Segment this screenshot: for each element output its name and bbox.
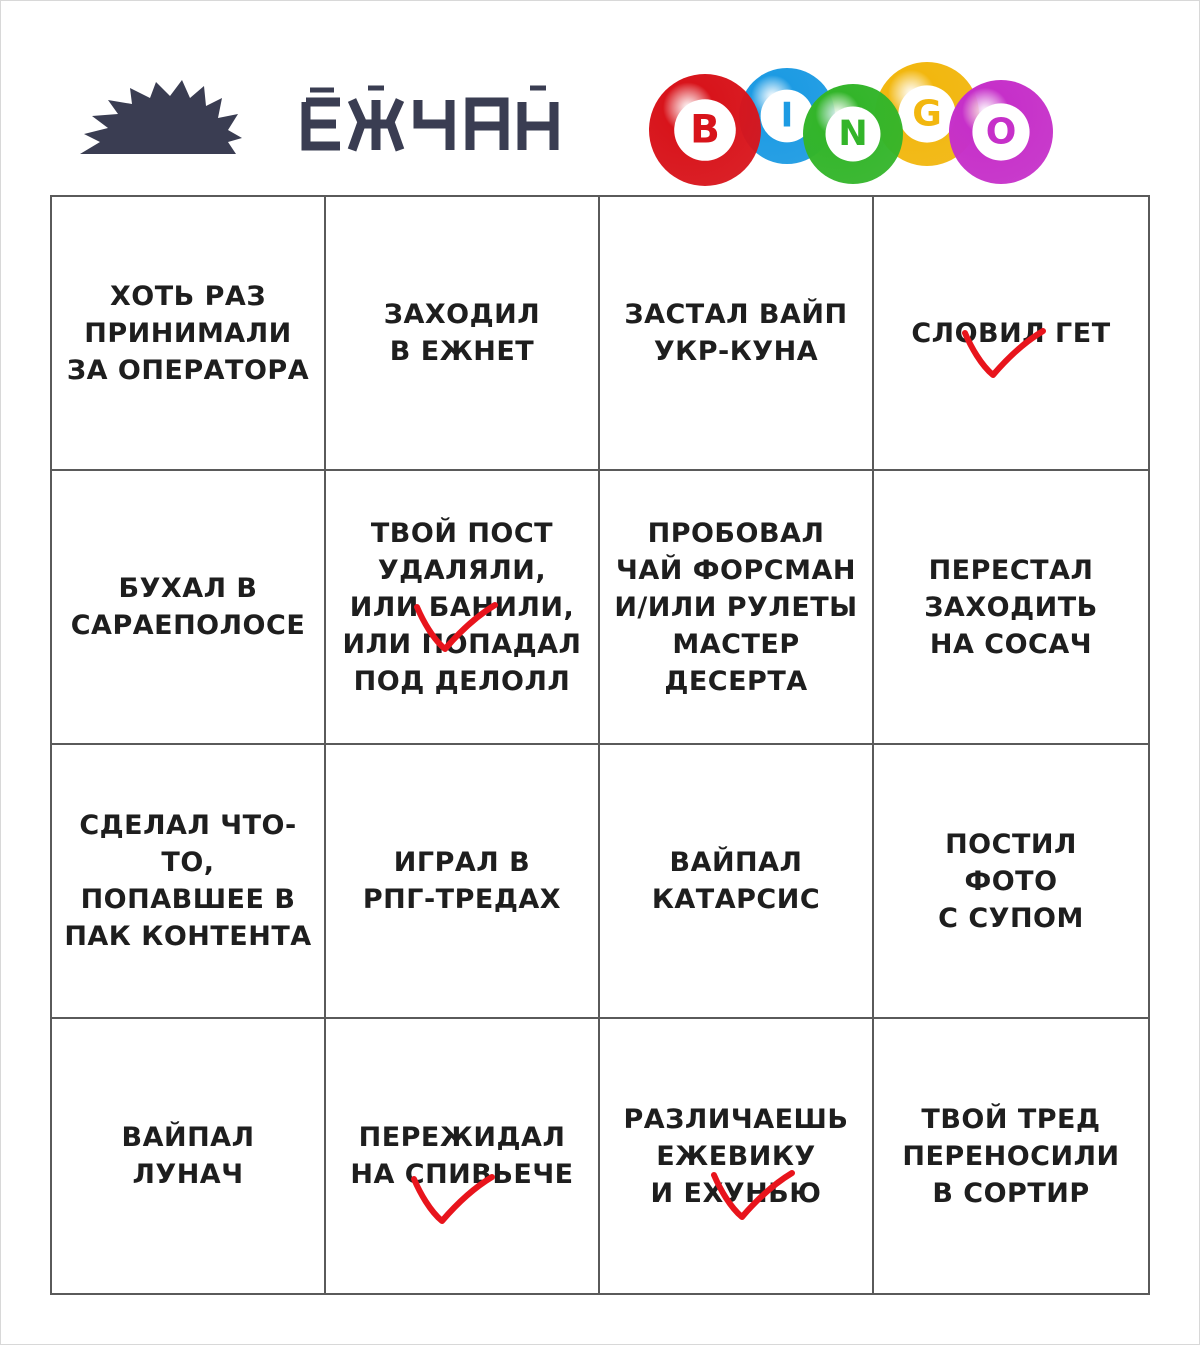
bingo-ball-n xyxy=(803,84,903,184)
bingo-cell[interactable] xyxy=(600,745,874,1019)
bingo-ball-o xyxy=(949,80,1053,184)
bingo-grid xyxy=(50,195,1150,1295)
bingo-letter: I xyxy=(780,95,794,136)
logo-wordmark xyxy=(306,88,554,150)
bingo-cell-text: ПРОБОВАЛ ЧАЙ ФОРСМАН И/ИЛИ РУЛЕТЫ МАСТЕР ДЕСЕРТА xyxy=(614,517,858,697)
bingo-cell-text: ТВОЙ ТРЕД ПЕРЕНОСИЛИ В СОРТИР xyxy=(902,1103,1120,1209)
bingo-cell-text: ПОСТИЛ ФОТО С СУПОМ xyxy=(938,828,1084,934)
bingo-cell[interactable] xyxy=(326,471,600,745)
bingo-cell-text: ВАЙПАЛ ЛУНАЧ xyxy=(121,1122,255,1190)
ezhchan-logo xyxy=(78,72,598,166)
bingo-cell[interactable] xyxy=(326,745,600,1019)
bingo-cell[interactable] xyxy=(874,197,1148,471)
bingo-cell[interactable] xyxy=(874,471,1148,745)
bingo-ball-b xyxy=(649,74,761,186)
bingo-cell-text: ВАЙПАЛ КАТАРСИС xyxy=(651,847,821,915)
bingo-cell-text: ХОТЬ РАЗ ПРИНИМАЛИ ЗА ОПЕРАТОРА xyxy=(66,280,310,386)
bingo-cell-text: ПЕРЕСТАЛ ЗАХОДИТЬ НА СОСАЧ xyxy=(924,554,1098,660)
bingo-cell[interactable] xyxy=(326,197,600,471)
bingo-cell[interactable] xyxy=(52,471,326,745)
bingo-cell-text: ЗАХОДИЛ В ЕЖНЕТ xyxy=(383,299,541,367)
bingo-cell[interactable] xyxy=(874,745,1148,1019)
bingo-letter: O xyxy=(985,111,1017,153)
bingo-cell[interactable] xyxy=(52,197,326,471)
bingo-logo xyxy=(645,50,1065,194)
bingo-cell[interactable] xyxy=(52,1019,326,1293)
bingo-letter: N xyxy=(838,114,868,154)
bingo-cell-text: ПЕРЕЖИДАЛ НА СПИВЬЕЧЕ xyxy=(350,1122,574,1190)
bingo-cell[interactable] xyxy=(600,197,874,471)
bingo-cell[interactable] xyxy=(600,1019,874,1293)
bingo-letter: G xyxy=(912,93,942,135)
bingo-cell-text: РАЗЛИЧАЕШЬ ЕЖЕВИКУ И ЕХУНЬЮ xyxy=(623,1103,849,1209)
bingo-cell-text: ЗАСТАЛ ВАЙП УКР-КУНА xyxy=(624,299,848,367)
bingo-cell[interactable] xyxy=(600,471,874,745)
bingo-cell-text: ИГРАЛ В РПГ-ТРЕДАХ xyxy=(362,847,562,915)
hedgehog-icon xyxy=(80,80,242,154)
bingo-cell[interactable] xyxy=(326,1019,600,1293)
bingo-cell-text: СДЕЛАЛ ЧТО-ТО, ПОПАВШЕЕ В ПАК КОНТЕНТА xyxy=(64,810,312,952)
header xyxy=(0,0,1200,190)
bingo-letter: B xyxy=(690,107,720,153)
bingo-cell[interactable] xyxy=(52,745,326,1019)
bingo-cell-text: СЛОВИЛ ГЕТ xyxy=(911,317,1111,349)
bingo-cell-text: ТВОЙ ПОСТ УДАЛЯЛИ, ИЛИ БАНИЛИ, ИЛИ ПОПАДАЛ ПОД ДЕЛОЛЛ xyxy=(342,517,582,697)
bingo-cell[interactable] xyxy=(874,1019,1148,1293)
bingo-cell-text: БУХАЛ В САРАЕПОЛОСЕ xyxy=(70,573,306,641)
